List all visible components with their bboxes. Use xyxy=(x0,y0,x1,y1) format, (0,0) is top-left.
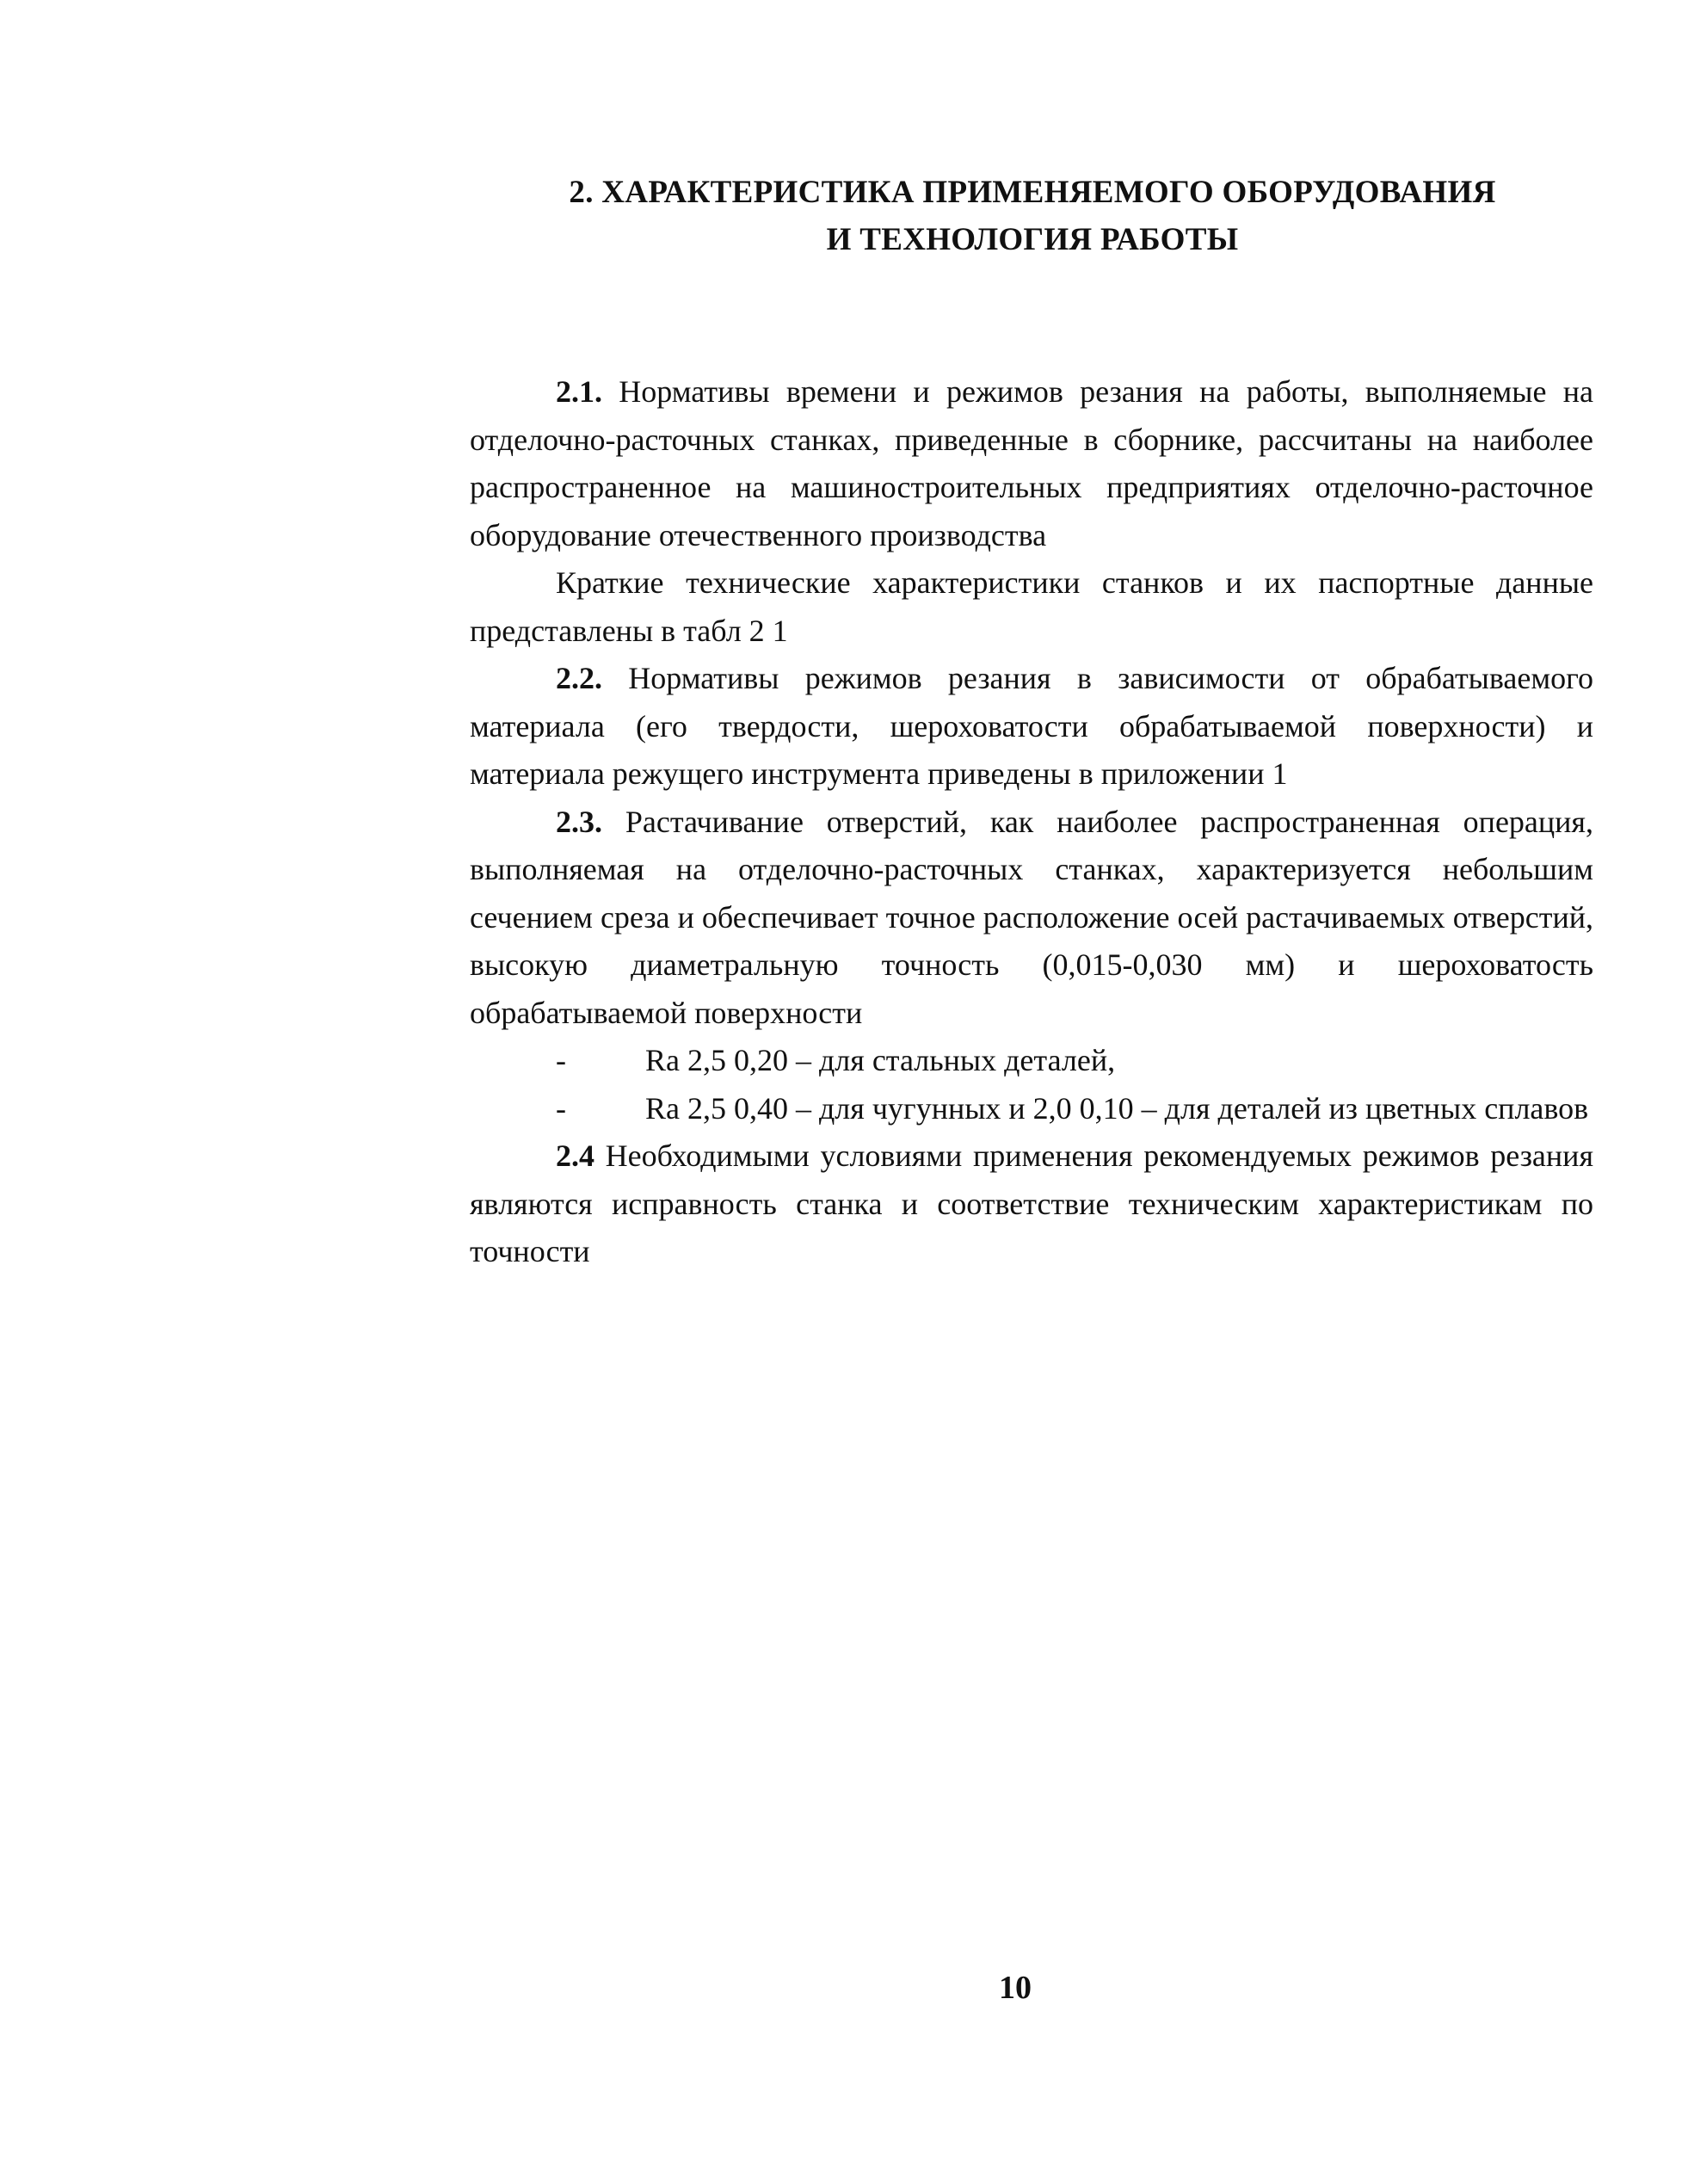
paragraph-number: 2.4 xyxy=(556,1138,594,1173)
page-number: 10 xyxy=(999,1970,1032,2006)
paragraph-2-2 xyxy=(470,655,1593,799)
list-item-steel xyxy=(470,1037,1593,1085)
paragraph-2-1 xyxy=(470,368,1593,559)
paragraph-number: 2.1. xyxy=(556,374,602,409)
paragraph-text: Растачивание отверстий, как наиболее распространенная операция, выполняемая на отделочно-расточных станках, характеризуется небольшим сечением среза и обеспечивает точное расположение осей растачиваемых отверстий, высокую диаметральную точность (0,015-0,030 мм) и шероховатость обрабатываемой поверхности xyxy=(470,804,1593,1030)
paragraph-text: Краткие технические характеристики станков и их паспортные данные представлены в табл 2 1 xyxy=(470,565,1593,648)
paragraph-2-3 xyxy=(470,799,1593,1038)
list-item-text: Ra 2,5 0,40 – для чугунных и 2,0 0,10 – для деталей из цветных сплавов xyxy=(645,1090,1589,1126)
paragraph-text: Нормативы режимов резания в зависимости от обрабатываемого материала (его твердости, шероховатости обрабатываемой поверхности) и материала режущего инструмента приведены в приложении 1 xyxy=(470,661,1593,791)
section-heading xyxy=(430,169,1635,263)
list-item-cast-iron xyxy=(470,1085,1593,1133)
paragraph-2-1-note xyxy=(470,559,1593,655)
list-dash: - xyxy=(556,1043,566,1077)
paragraph-2-4 xyxy=(470,1132,1593,1276)
heading-line-2: И ТЕХНОЛОГИЯ РАБОТЫ xyxy=(826,222,1239,257)
body-text xyxy=(470,368,1593,1276)
heading-line-1: 2. ХАРАКТЕРИСТИКА ПРИМЕНЯЕМОГО ОБОРУДОВАНИЯ xyxy=(569,175,1496,210)
paragraph-text: Необходимыми условиями применения рекомендуемых режимов резания являются исправность станка и соответствие техническим характеристикам по точности xyxy=(470,1138,1593,1268)
list-dash: - xyxy=(556,1090,566,1126)
paragraph-text: Нормативы времени и режимов резания на работы, выполняемые на отделочно-расточных станках, приведенные в сборнике, рассчитаны на наиболее распространенное на машиностроительных предприятиях отделочно-расточное оборудование отечественного производства xyxy=(470,374,1593,552)
paragraph-number: 2.3. xyxy=(556,804,602,839)
list-item-text: Ra 2,5 0,20 – для стальных деталей, xyxy=(645,1043,1116,1077)
paragraph-number: 2.2. xyxy=(556,661,602,695)
